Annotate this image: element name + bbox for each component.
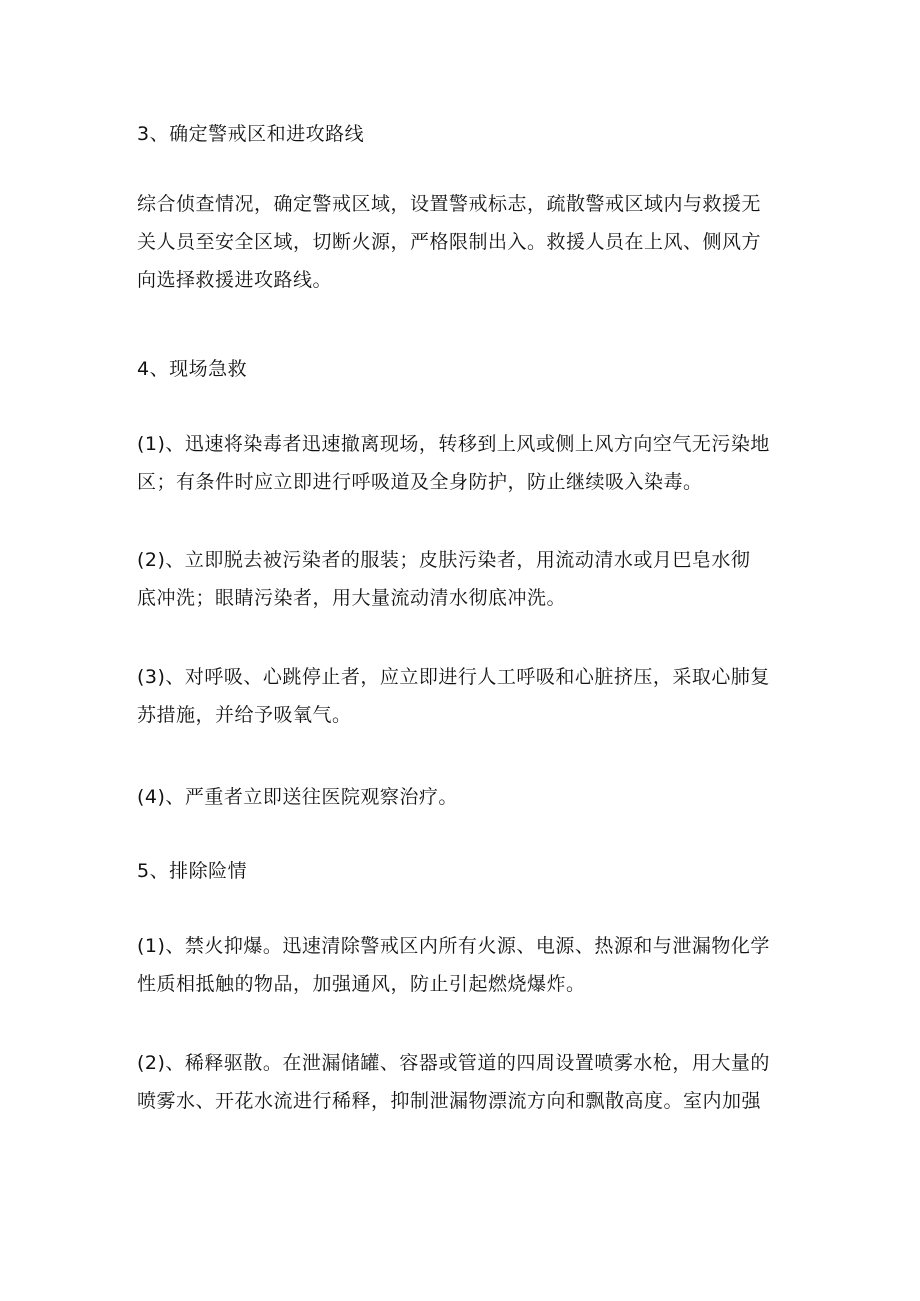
- paragraph-line: 喷雾水、开花水流进行稀释，抑制泄漏物漂流方向和飘散高度。室内加强: [137, 1090, 762, 1112]
- section-heading-3: [137, 115, 789, 153]
- paragraph-line: 性质相抵触的物品，加强通风，防止引起燃烧爆炸。: [137, 973, 586, 995]
- list-item-4-1: [137, 425, 789, 501]
- list-item-5-2: [137, 1044, 789, 1120]
- paragraph-line: 综合侦查情况，确定警戒区域，设置警戒标志，疏散警戒区域内与救援无: [137, 193, 762, 215]
- list-item-4-3: [137, 658, 789, 734]
- paragraph-cordon: [137, 185, 789, 299]
- paragraph-line: (2)、稀释驱散。在泄漏储罐、容器或管道的四周设置喷雾水枪，用大量的: [137, 1052, 770, 1074]
- heading-text: 5、排除险情: [137, 860, 248, 882]
- paragraph-line: 向选择救援进攻路线。: [137, 269, 333, 291]
- heading-text: 4、现场急救: [137, 358, 248, 380]
- section-heading-4: [137, 350, 789, 388]
- list-item-5-1: [137, 927, 789, 1003]
- paragraph-line: (4)、严重者立即送往医院观察治疗。: [137, 786, 458, 808]
- heading-text: 3、确定警戒区和进攻路线: [137, 123, 365, 145]
- list-item-4-2: [137, 541, 789, 617]
- paragraph-line: 底冲洗；眼睛污染者，用大量流动清水彻底冲洗。: [137, 587, 567, 609]
- paragraph-line: 关人员至安全区域，切断火源，严格限制出入。救援人员在上风、侧风方: [137, 231, 762, 253]
- paragraph-line: (1)、禁火抑爆。迅速清除警戒区内所有火源、电源、热源和与泄漏物化学: [137, 935, 770, 957]
- section-heading-5: [137, 852, 789, 890]
- paragraph-line: (3)、对呼吸、心跳停止者，应立即进行人工呼吸和心脏挤压，采取心肺复: [137, 666, 770, 688]
- list-item-4-4: [137, 778, 789, 816]
- paragraph-line: 苏措施，并给予吸氧气。: [137, 704, 352, 726]
- paragraph-line: 区；有条件时应立即进行呼吸道及全身防护，防止继续吸入染毒。: [137, 471, 703, 493]
- paragraph-line: (1)、迅速将染毒者迅速撤离现场，转移到上风或侧上风方向空气无污染地: [137, 433, 770, 455]
- paragraph-line: (2)、立即脱去被污染者的服装；皮肤污染者，用流动清水或月巴皂水彻: [137, 549, 751, 571]
